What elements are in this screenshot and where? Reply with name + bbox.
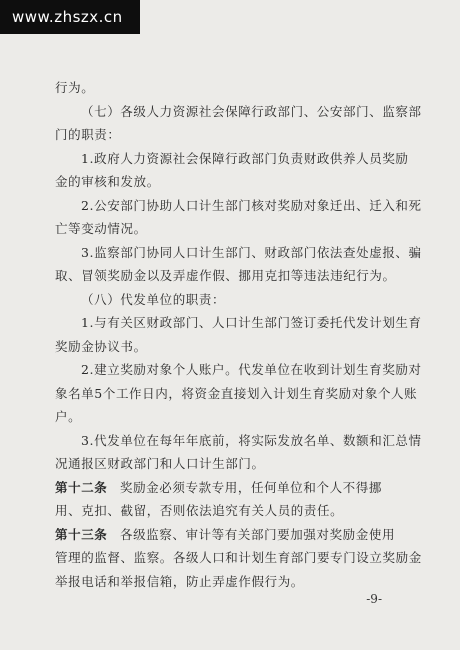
section-heading: （七）各级人力资源社会保障行政部门、公安部门、监察部	[81, 103, 422, 119]
text-line: 管理的监督、监察。各级人口和计划生育部门要专门设立奖励金	[55, 550, 422, 565]
text-line: 2.公安部门协助人口计生部门核对奖励对象迁出、迁入和死	[81, 197, 422, 213]
section-heading: （八）代发单位的职责：	[81, 291, 226, 307]
text-line: 亡等变动情况。	[55, 221, 147, 236]
article-13-label: 第十三条	[55, 526, 108, 542]
text-line: 3.监察部门协同人口计生部门、财政部门依法查处虚报、骗	[81, 244, 422, 260]
text-line: 3.代发单位在每年年底前，将实际发放名单、数额和汇总情	[81, 432, 422, 448]
page-number: -9-	[366, 592, 382, 606]
text-line: 用、克扣、截留，否则依法追究有关人员的责任。	[55, 503, 344, 518]
article-12	[55, 476, 415, 500]
article-13	[55, 523, 415, 547]
text-line: 况通报区财政部门和人口计生部门。	[55, 456, 265, 471]
document-body	[55, 76, 422, 593]
text-line: 1.与有关区财政部门、人口计生部门签订委托代发计划生育	[81, 315, 422, 330]
text-line: 1.政府人力资源社会保障行政部门负责财政供养人员奖励	[81, 150, 409, 166]
text-line: 举报电话和举报信箱，防止弄虚作假行为。	[55, 573, 304, 589]
text-line: 奖励金协议书。	[55, 338, 147, 354]
text-line: 行为。	[55, 80, 95, 95]
text-line: 2.建立奖励对象个人账户。代发单位在收到计划生育奖励对	[81, 362, 422, 377]
text-line: 取、冒领奖励金以及弄虚作假、挪用克扣等违法违纪行为。	[55, 268, 396, 283]
text-line: 门的职责：	[55, 127, 121, 142]
site-watermark: www.zhszx.cn	[0, 0, 140, 34]
text-line: 金的审核和发放。	[55, 174, 160, 189]
text-line: 象名单5个工作日内，将资金直接划入计划生育奖励对象个人账	[55, 385, 418, 401]
article-12-label: 第十二条	[55, 479, 108, 495]
article-12-text: 奖励金必须专款专用，任何单位和个人不得挪	[119, 479, 382, 495]
article-13-text: 各级监察、审计等有关部门要加强对奖励金使用	[119, 526, 396, 542]
text-line: 户。	[55, 409, 82, 424]
